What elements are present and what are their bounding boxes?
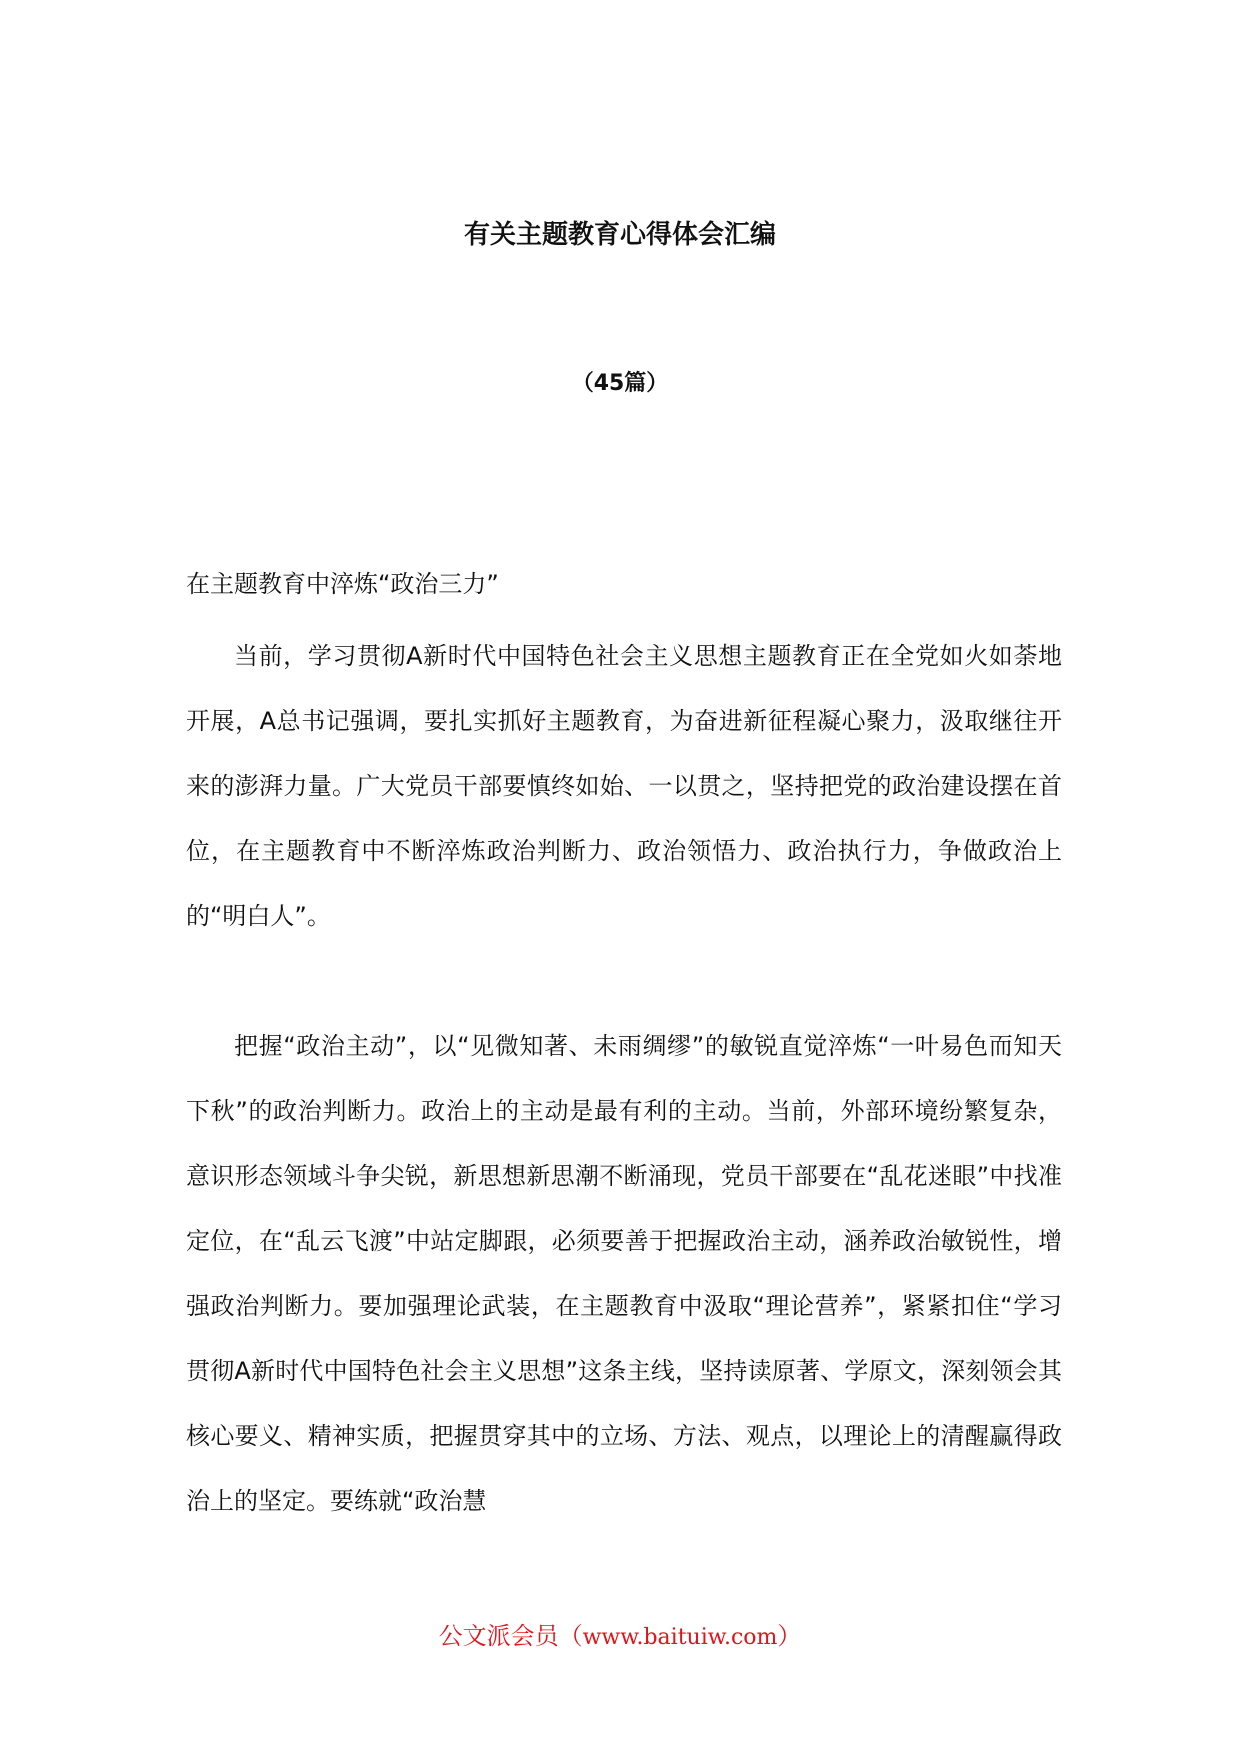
article-heading: 在主题教育中淬炼“政治三力” (186, 570, 499, 598)
article-body (186, 566, 1062, 1534)
paragraph-political-initiative: 把握“政治主动”，以“见微知著、未雨绸缪”的敏锐直觉淬炼“一叶易色而知天下秋”的政治判断力。政治上的主动是最有利的主动。当前，外部环境纷繁复杂，意识形态领域斗争尖锐，新思想新思潮不断涌现，党员干部要在“乱花迷眼”中找准定位，在“乱云飞渡”中站定脚跟，必须要善于把握政治主动，涵养政治敏锐性，增强政治判断力。要加强理论武装，在主题教育中汲取“理论营养”，紧紧扣住“学习贯彻A新时代中国特色社会主义思想”这条主线，坚持读原著、学原文，深刻领会其核心要义、精神实质，把握贯穿其中的立场、方法、观点，以理论上的清醒赢得政治上的坚定。要练就“政治慧 (186, 1032, 1062, 1515)
document-subtitle: （45篇） (571, 371, 669, 396)
paragraph-intro: 当前，学习贯彻A新时代中国特色社会主义思想主题教育正在全党如火如荼地开展，A总书记强调，要扎实抓好主题教育，为奋进新征程凝心聚力，汲取继往开来的澎湃力量。广大党员干部要慎终如始、一以贯之，坚持把党的政治建设摆在首位，在主题教育中不断淬炼政治判断力、政治领悟力、政治执行力，争做政治上的“明白人”。 (186, 642, 1062, 930)
document-title: 有关主题教育心得体会汇编 (463, 220, 776, 250)
footer-label: 公文派会员（ (438, 1622, 583, 1650)
footer-site-link[interactable]: www.baituiw.com (582, 1625, 778, 1650)
footer-watermark (0, 1616, 1240, 1651)
footer-close: ） (777, 1622, 802, 1650)
